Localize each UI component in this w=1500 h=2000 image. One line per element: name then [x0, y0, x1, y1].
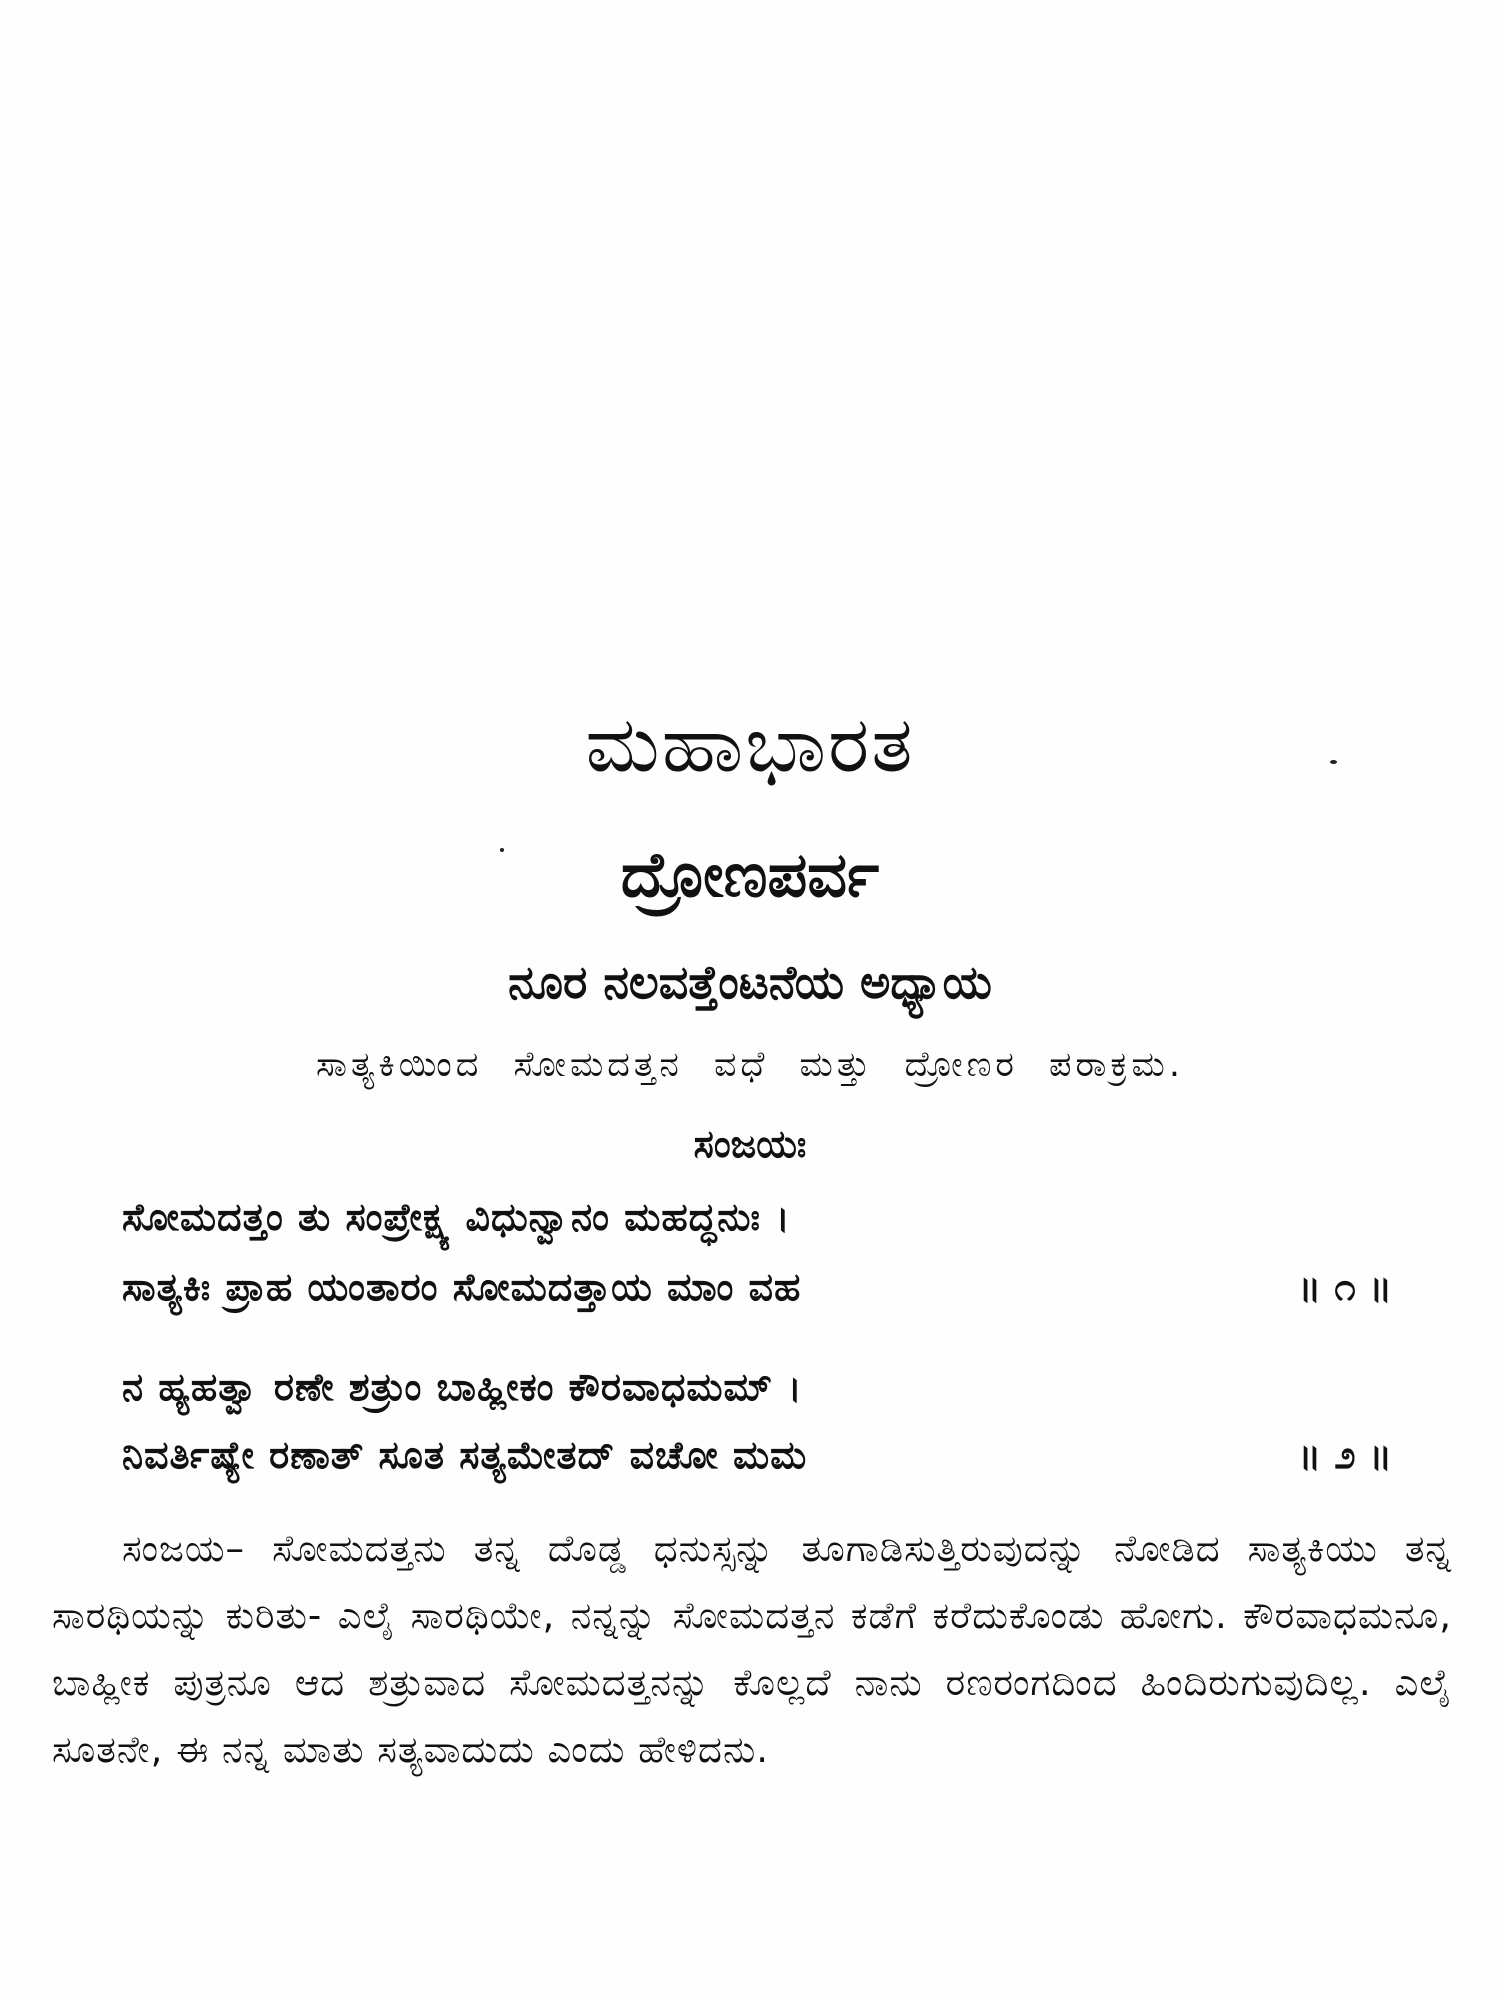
verse-2-number: ॥ ೨ ॥: [1298, 1433, 1393, 1477]
verse-1-number: ॥ ೧ ॥: [1298, 1265, 1393, 1309]
speaker-label: ಸಂಜಯಃ: [693, 1122, 807, 1166]
chapter-summary: ಸಾತ್ಯಕಿಯಿಂದ ಸೋಮದತ್ತನ ವಧೆ ಮತ್ತು ದ್ರೋಣರ ಪರಾಕ್ರಮ.: [316, 1045, 1184, 1085]
verse-1-line-1: ಸೋಮದತ್ತಂ ತು ಸಂಪ್ರೇಕ್ಷ್ಯ ವಿಧುನ್ವಾನಂ ಮಹದ್ಧನುಃ ।: [122, 1195, 791, 1239]
verse-1-line-2: ಸಾತ್ಯಕಿಃ ಪ್ರಾಹ ಯಂತಾರಂ ಸೋಮದತ್ತಾಯ ಮಾಂ ವಹ: [122, 1265, 802, 1309]
book-title: ಮಹಾಭಾರತ: [585, 700, 915, 790]
scan-speck: [1330, 760, 1337, 764]
prose-paragraph: ಸಂಜಯ– ಸೋಮದತ್ತನು ತನ್ನ ದೊಡ್ಡ ಧನುಸ್ಸನ್ನು ತೂಗಾಡಿಸುತ್ತಿರುವುದನ್ನು ನೋಡಿದ ಸಾತ್ಯಕಿಯು ತನ್ನ ಸಾರಥಿಯನ್ನು ಕುರಿತು- ಎಲೈ ಸಾರಥಿಯೇ, ನನ್ನನ್ನು ಸೋಮದತ್ತನ ಕಡೆಗೆ ಕರೆದುಕೊಂಡು ಹೋಗು. ಕೌರವಾಧಮನೂ, ಬಾಹ್ಲೀಕ ಪುತ್ರನೂ ಆದ ಶತ್ರುವಾದ ಸೋಮದತ್ತನನ್ನು ಕೊಲ್ಲದೆ ನಾನು ರಣರಂಗದಿಂದ ಹಿಂದಿರುಗುವುದಿಲ್ಲ. ಎಲೈ ಸೂತನೇ, ಈ ನನ್ನ ಮಾತು ಸತ್ಯವಾದುದು ಎಂದು ಹೇಳಿದನು.: [52, 1527, 1452, 1771]
chapter-title: ನೂರ ನಲವತ್ತೆಂಟನೆಯ ಅಧ್ಯಾಯ: [508, 955, 992, 1009]
parva-title: ದ್ರೋಣಪರ್ವ: [620, 838, 880, 911]
verse-2-line-2: ನಿವರ್ತಿಷ್ಯೇ ರಣಾತ್ ಸೂತ ಸತ್ಯಮೇತದ್ ವಚೋ ಮಮ: [122, 1433, 808, 1477]
verse-2-line-1: ನ ಹ್ಯಹತ್ವಾ ರಣೇ ಶತ್ರುಂ ಬಾಹ್ಲೀಕಂ ಕೌರವಾಧಮಮ್ ।: [122, 1365, 803, 1409]
scan-speck: [500, 848, 504, 852]
